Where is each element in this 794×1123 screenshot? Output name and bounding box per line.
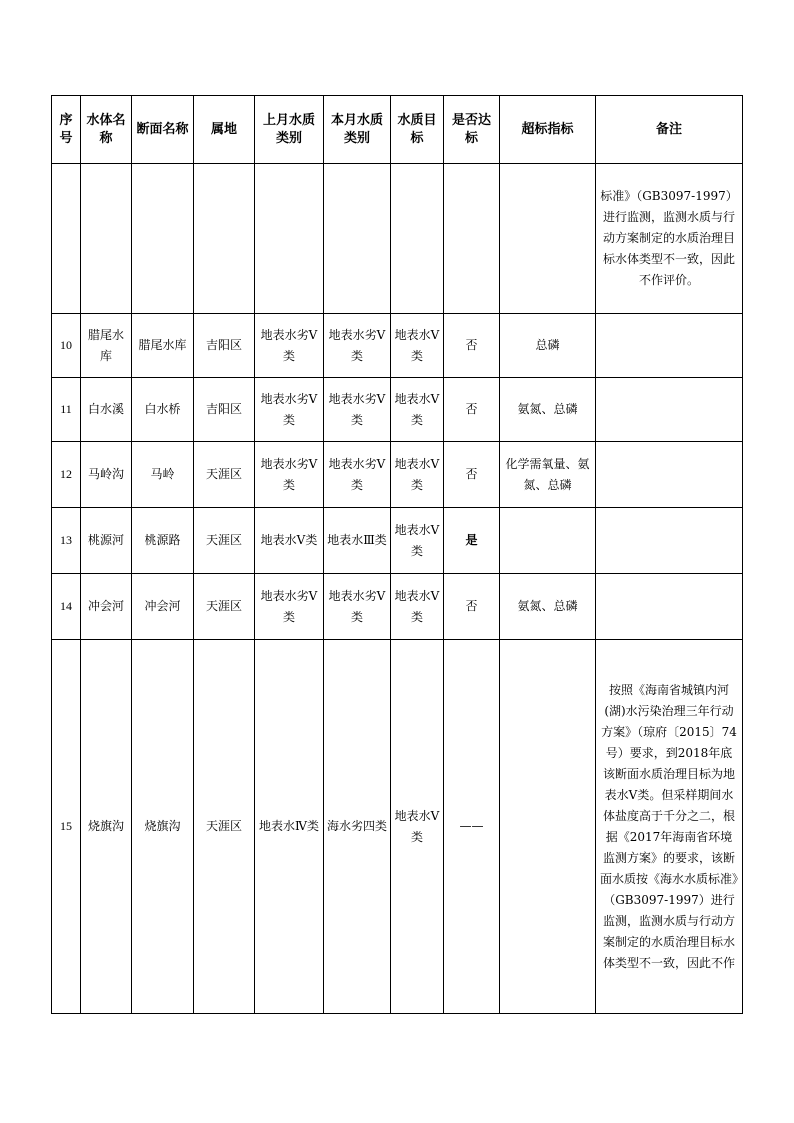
cell-target: 地表水Ⅴ类	[391, 314, 444, 378]
table-row-continuation	[52, 164, 743, 314]
header-water-body: 水体名称	[81, 96, 132, 164]
cell-exceed: 总磷	[500, 314, 596, 378]
cell-exceed: 氨氮、总磷	[500, 378, 596, 442]
cell-water-body: 烧旗沟	[81, 640, 132, 1014]
cell-index: 13	[52, 508, 81, 574]
cell-empty	[194, 164, 255, 314]
cell-location: 吉阳区	[194, 314, 255, 378]
header-compliant: 是否达标	[444, 96, 500, 164]
cell-exceed: 氨氮、总磷	[500, 574, 596, 640]
cell-compliant: ——	[444, 640, 500, 1014]
cell-section: 马岭	[132, 442, 194, 508]
header-exceed: 超标指标	[500, 96, 596, 164]
table-header-row	[52, 96, 743, 164]
cell-last-month: 地表水Ⅳ类	[255, 640, 324, 1014]
header-index: 序号	[52, 96, 81, 164]
table-row	[52, 508, 743, 574]
header-location: 属地	[194, 96, 255, 164]
cell-empty	[500, 164, 596, 314]
cell-empty	[52, 164, 81, 314]
cell-empty	[81, 164, 132, 314]
cell-compliant: 否	[444, 378, 500, 442]
cell-section: 桃源路	[132, 508, 194, 574]
cell-target: 地表水Ⅴ类	[391, 640, 444, 1014]
header-remark: 备注	[596, 96, 743, 164]
cell-target: 地表水Ⅴ类	[391, 574, 444, 640]
table-row	[52, 640, 743, 1014]
cell-index: 14	[52, 574, 81, 640]
header-section: 断面名称	[132, 96, 194, 164]
cell-remark	[596, 442, 743, 508]
cell-this-month: 地表水劣Ⅴ类	[324, 574, 391, 640]
cell-this-month: 地表水劣Ⅴ类	[324, 378, 391, 442]
cell-compliant: 否	[444, 314, 500, 378]
cell-last-month: 地表水Ⅴ类	[255, 508, 324, 574]
cell-section: 腊尾水库	[132, 314, 194, 378]
header-last-month: 上月水质类别	[255, 96, 324, 164]
cell-index: 15	[52, 640, 81, 1014]
cell-location: 天涯区	[194, 640, 255, 1014]
cell-target: 地表水Ⅴ类	[391, 442, 444, 508]
cell-water-body: 腊尾水库	[81, 314, 132, 378]
cell-location: 天涯区	[194, 574, 255, 640]
cell-water-body: 白水溪	[81, 378, 132, 442]
cell-index: 11	[52, 378, 81, 442]
cell-last-month: 地表水劣Ⅴ类	[255, 314, 324, 378]
cell-empty	[391, 164, 444, 314]
cell-last-month: 地表水劣Ⅴ类	[255, 378, 324, 442]
cell-remark: 按照《海南省城镇内河(湖)水污染治理三年行动方案》（琼府〔2015〕74号）要求，到2018年底该断面水质治理目标为地表水Ⅴ类。但采样期间水体盐度高于千分之二，根据《2017年海南省环境监测方案》的要求，该断面水质按《海水水质标准》（GB3097-1997）进行监测，监测水质与行动方案制定的水质治理目标水体类型不一致，因此不作	[596, 640, 743, 1014]
cell-compliant: 否	[444, 574, 500, 640]
cell-last-month: 地表水劣Ⅴ类	[255, 574, 324, 640]
cell-location: 天涯区	[194, 508, 255, 574]
cell-location: 天涯区	[194, 442, 255, 508]
cell-target: 地表水Ⅴ类	[391, 378, 444, 442]
header-target: 水质目标	[391, 96, 444, 164]
cell-empty	[255, 164, 324, 314]
cell-remark	[596, 508, 743, 574]
cell-empty	[132, 164, 194, 314]
table-row	[52, 442, 743, 508]
cell-remark-continuation: 标准》（GB3097-1997）进行监测，监测水质与行动方案制定的水质治理目标水体类型不一致，因此不作评价。	[596, 164, 743, 314]
cell-remark	[596, 574, 743, 640]
table-row	[52, 378, 743, 442]
cell-water-body: 桃源河	[81, 508, 132, 574]
cell-compliant: 否	[444, 442, 500, 508]
cell-section: 白水桥	[132, 378, 194, 442]
header-this-month: 本月水质类别	[324, 96, 391, 164]
table-row	[52, 574, 743, 640]
cell-index: 12	[52, 442, 81, 508]
cell-target: 地表水Ⅴ类	[391, 508, 444, 574]
cell-remark	[596, 314, 743, 378]
cell-last-month: 地表水劣Ⅴ类	[255, 442, 324, 508]
cell-this-month: 地表水劣Ⅴ类	[324, 442, 391, 508]
cell-section: 冲会河	[132, 574, 194, 640]
cell-location: 吉阳区	[194, 378, 255, 442]
cell-exceed	[500, 640, 596, 1014]
water-quality-table	[51, 95, 743, 1014]
cell-empty	[324, 164, 391, 314]
cell-this-month: 海水劣四类	[324, 640, 391, 1014]
cell-remark	[596, 378, 743, 442]
cell-exceed: 化学需氧量、氨氮、总磷	[500, 442, 596, 508]
table-row	[52, 314, 743, 378]
cell-empty	[444, 164, 500, 314]
cell-exceed	[500, 508, 596, 574]
cell-index: 10	[52, 314, 81, 378]
cell-this-month: 地表水劣Ⅴ类	[324, 314, 391, 378]
cell-water-body: 马岭沟	[81, 442, 132, 508]
cell-section: 烧旗沟	[132, 640, 194, 1014]
cell-water-body: 冲会河	[81, 574, 132, 640]
cell-this-month: 地表水Ⅲ类	[324, 508, 391, 574]
cell-compliant: 是	[444, 508, 500, 574]
